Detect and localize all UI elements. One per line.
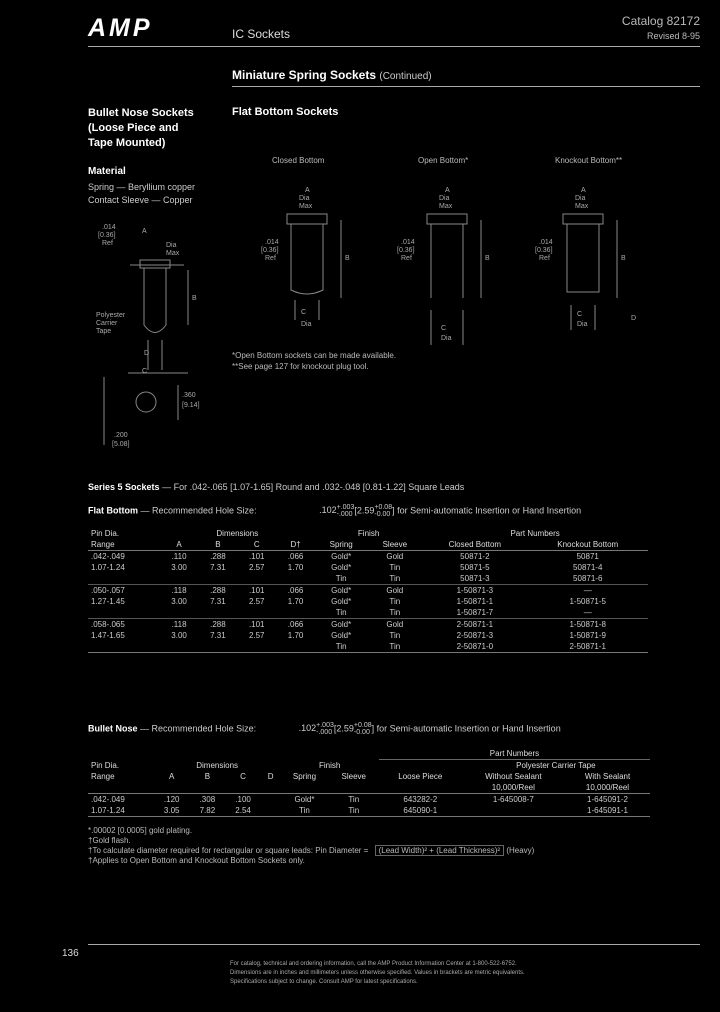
bullet-table <box>88 748 650 817</box>
label-polyester: Polyester <box>96 312 126 319</box>
t2-carrier: Polyester Carrier Tape <box>516 761 596 770</box>
bullet-heading <box>88 106 194 151</box>
dim-b-mm: 7.31 <box>210 563 226 572</box>
spring: Tin <box>335 574 347 583</box>
knock-dim-A: A <box>581 187 586 194</box>
t2-pin: Pin Dia. <box>91 760 120 770</box>
t1-parts: Part Numbers <box>510 529 560 538</box>
range-mm: 1.07-1.24 <box>91 563 125 572</box>
dim-d-mm: 1.70 <box>287 563 304 572</box>
table-row <box>88 794 650 806</box>
knock-pn: 1-50871-9 <box>569 631 606 640</box>
table-row <box>88 607 648 619</box>
bullet-heading-1: Bullet Nose Sockets <box>88 107 194 119</box>
closed-dim-dia: Dia <box>299 195 310 202</box>
catalog-number: Catalog 82172 <box>621 14 700 28</box>
bullet-val: .102 <box>298 723 317 734</box>
open-bottom-label: Open Bottom* <box>418 156 469 165</box>
dim-d: .066 <box>287 620 304 629</box>
range-mm: 1.27-1.45 <box>91 597 125 606</box>
knockout-bottom-label: Knockout Bottom** <box>555 156 623 165</box>
bullet-notes <box>88 826 534 866</box>
dim-036: [0.36] <box>98 232 116 239</box>
table-row <box>88 641 648 653</box>
dim-a-mm: 3.00 <box>171 563 187 572</box>
t1-C: C <box>253 540 260 549</box>
closed-pn: 2-50871-3 <box>456 631 494 640</box>
closed-pn: 50871-5 <box>460 563 490 572</box>
footer-line-3: Specifications subject to change. Consult AMP for latest specifications. <box>230 979 418 985</box>
t1-B: B <box>215 540 221 549</box>
closed-pn: 1-50871-3 <box>456 586 494 595</box>
range: .050-.057 <box>91 586 125 595</box>
t2-A: A <box>169 772 175 781</box>
dim-c-mm: 2.57 <box>248 563 265 572</box>
flat-hole-mm: [2.59 <box>354 505 375 516</box>
table-row <box>88 630 648 641</box>
diameter-formula: (Lead Width)² + (Lead Thickness)² <box>375 845 504 856</box>
closed-pn: 1-50871-1 <box>456 597 494 606</box>
t1-sleeve: Sleeve <box>382 540 408 549</box>
closed-dim-max: Max <box>299 203 313 210</box>
knockout-bottom-drawing <box>535 180 650 350</box>
t2-with-reel: 10,000/Reel <box>585 783 630 792</box>
bullet-mm: [2.59 <box>333 723 354 734</box>
t2-sleeve: Sleeve <box>341 772 366 781</box>
open-dim-dia: Dia <box>439 195 450 202</box>
spring: Gold* <box>331 631 352 640</box>
table-row <box>88 596 648 607</box>
t2-D: D <box>267 772 274 781</box>
knock-dim-ref: Ref <box>539 255 550 262</box>
sleeve: Tin <box>389 642 401 651</box>
page-title <box>232 68 432 82</box>
revised-date: Revised 8-95 <box>646 31 700 41</box>
dim-d: .066 <box>287 586 304 595</box>
knock-dim-C: C <box>577 311 583 318</box>
without-pn: 1-645008-7 <box>492 795 534 804</box>
series-desc: — For .042-.065 [1.07-1.65] Round and .032-.048 [0.81-1.22] Square Leads <box>162 482 465 492</box>
bullet-label: Bullet Nose <box>88 723 138 734</box>
bullet-tail: ] for Semi-automatic Insertion or Hand Insertion <box>371 723 561 734</box>
footer-rule <box>88 944 700 945</box>
title-main: Miniature Spring Sockets <box>232 68 377 82</box>
closed-pn: 1-50871-7 <box>456 608 494 617</box>
dim-a-mm: 3.00 <box>171 631 187 640</box>
t1-dims: Dimensions <box>216 529 259 538</box>
knock-pn: 50871 <box>576 552 599 561</box>
dim-B: B <box>192 295 197 302</box>
t1-knock: Knockout Bottom <box>557 540 619 549</box>
bullet-note-3-text: †To calculate diameter required for rectangular or square leads: Pin Diameter = <box>88 846 369 855</box>
series-heading: Series 5 Sockets <box>88 482 160 492</box>
loose-pn: 643282-2 <box>403 795 438 804</box>
flat-notes <box>232 350 396 372</box>
bullet-tol-dn: -.000 <box>316 729 333 736</box>
open-dim-max: Max <box>439 203 453 210</box>
bullet-text: — Recommended Hole Size: <box>140 723 257 734</box>
open-dim-036: [0.36] <box>397 247 415 254</box>
dim-200: .200 <box>114 432 128 439</box>
dim-508: [5.08] <box>112 441 130 448</box>
open-dim-B: B <box>485 255 490 262</box>
material-spring: Spring — Beryllium copper <box>88 182 196 192</box>
bullet-mm-dn: -0.00 <box>353 729 370 736</box>
dim-360: .360 <box>182 392 196 399</box>
table-row <box>88 805 650 817</box>
knock-dim-B: B <box>621 255 626 262</box>
range-mm: 1.47-1.65 <box>91 631 125 640</box>
material-list <box>88 181 195 207</box>
footer-line-2: Dimensions are in inches and millimeters unless otherwise specified. Values in brackets are metric equivalents. <box>230 970 525 976</box>
dim-b: .288 <box>210 586 226 595</box>
t1-A: A <box>176 540 182 549</box>
flat-heading: Flat Bottom Sockets <box>232 106 339 118</box>
dim-c: .100 <box>235 795 251 804</box>
knock-pn: 1-50871-8 <box>569 620 606 629</box>
knock-dim-dia2: Dia <box>577 321 588 328</box>
dim-max: Max <box>166 250 180 257</box>
dim-b: .288 <box>210 552 226 561</box>
t1-pin: Pin Dia. <box>91 529 120 538</box>
flat-hole-mm-dn: -0.00 <box>374 511 391 518</box>
material-heading: Material <box>88 166 126 177</box>
flat-hole-text: — Recommended Hole Size: <box>140 505 257 516</box>
dim-b: .308 <box>199 795 216 804</box>
title-rule <box>232 86 700 87</box>
spring: Gold* <box>331 563 352 572</box>
dim-a: .118 <box>171 586 187 595</box>
dim-ref: Ref <box>102 240 113 247</box>
dim-a: .118 <box>171 620 187 629</box>
knock-dim-014: .014 <box>539 239 553 246</box>
dim-b-mm: 7.82 <box>199 806 216 815</box>
knock-dim-dia: Dia <box>575 195 586 202</box>
table-row <box>88 585 648 597</box>
dim-a: .110 <box>171 552 187 561</box>
flat-hole-line <box>88 504 581 518</box>
bullet-note-4: †Applies to Open Bottom and Knockout Bottom Sockets only. <box>88 856 305 865</box>
range-mm: 1.07-1.24 <box>91 806 125 815</box>
formula-tail: (Heavy) <box>506 846 535 855</box>
sleeve: Tin <box>389 631 401 640</box>
dim-a-mm: 3.05 <box>163 806 180 815</box>
bullet-note-1: *.00002 [0.0005] gold plating. <box>88 826 193 835</box>
flat-note-1: *Open Bottom sockets can be made available. <box>232 351 397 360</box>
without-pn <box>462 805 565 817</box>
dim-014: .014 <box>102 224 116 231</box>
spring: Tin <box>335 642 347 651</box>
flat-hole-mm-up: +0.08 <box>374 504 393 511</box>
label-tape: Tape <box>96 328 112 335</box>
bullet-tol-up: +.003 <box>316 722 334 729</box>
open-dim-C: C <box>441 325 447 332</box>
bullet-heading-2: (Loose Piece and <box>88 122 179 134</box>
closed-dim-B: B <box>345 255 350 262</box>
dim-a-mm: 3.00 <box>171 597 187 606</box>
title-suffix: (Continued) <box>379 71 432 82</box>
dim-D: D <box>144 350 150 357</box>
flat-hole-tol-dn: -.000 <box>336 511 353 518</box>
closed-dim-C: C <box>301 309 307 316</box>
footer-line-1: For catalog, technical and ordering information, call the AMP Product Information Center at 1-800-522-6752. <box>230 961 517 967</box>
dim-b: .288 <box>210 620 226 629</box>
bullet-note-2: †Gold flash. <box>88 836 131 845</box>
t2-without-reel: 10,000/Reel <box>491 783 535 792</box>
dim-d-mm: 1.70 <box>287 597 304 606</box>
knock-pn: — <box>583 608 592 617</box>
t2-parts: Part Numbers <box>379 748 650 760</box>
spring: Gold* <box>294 795 315 804</box>
t2-C: C <box>240 772 246 781</box>
closed-bottom-label: Closed Bottom <box>272 156 325 165</box>
dim-914: [9.14] <box>182 402 200 409</box>
dim-d: .066 <box>287 552 304 561</box>
dim-b-mm: 7.31 <box>210 597 226 606</box>
spring: Tin <box>299 806 310 815</box>
t2-spring: Spring <box>292 772 317 781</box>
sleeve: Gold <box>386 552 404 561</box>
sleeve: Tin <box>389 597 401 606</box>
sleeve: Gold <box>386 586 404 595</box>
knock-pn: 50871-4 <box>573 563 603 572</box>
table-row <box>88 562 648 573</box>
table-row <box>88 573 648 585</box>
sleeve: Tin <box>348 795 360 804</box>
loose-pn: 645090-1 <box>403 806 438 815</box>
closed-dim-ref: Ref <box>265 255 276 262</box>
flat-note-2: **See page 127 for knockout plug tool. <box>232 362 369 371</box>
closed-pn: 2-50871-1 <box>456 620 494 629</box>
table-row <box>88 551 648 563</box>
closed-pn: 50871-3 <box>460 574 490 583</box>
with-pn: 1-645091-1 <box>587 806 628 815</box>
flat-hole-tol-up: +.003 <box>336 504 355 511</box>
label-carrier: Carrier <box>96 320 118 327</box>
series-line <box>88 482 464 492</box>
spring: Gold* <box>331 597 352 606</box>
range: .058-.065 <box>91 620 125 629</box>
closed-dim-036: [0.36] <box>261 247 279 254</box>
dim-dia: Dia <box>166 242 177 249</box>
knock-pn: — <box>583 586 592 595</box>
t2-with: With Sealant <box>584 772 631 781</box>
dim-c: .101 <box>248 586 265 595</box>
t1-closed: Closed Bottom <box>448 540 502 549</box>
flat-hole-label: Flat Bottom <box>88 505 138 516</box>
knock-pn: 50871-6 <box>573 574 603 583</box>
t2-finish: Finish <box>318 760 341 770</box>
dim-C: C <box>142 368 148 375</box>
page-number: 136 <box>62 948 79 959</box>
t2-range: Range <box>91 772 115 781</box>
dim-a: .120 <box>163 795 180 804</box>
knock-dim-D: D <box>631 315 637 322</box>
open-dim-dia2: Dia <box>441 335 452 342</box>
bullet-note-3 <box>88 846 534 856</box>
t2-loose: Loose Piece <box>398 772 443 781</box>
series5-table <box>88 528 648 653</box>
bullet-heading-3: Tape Mounted) <box>88 137 166 149</box>
closed-pn: 50871-2 <box>460 552 490 561</box>
knock-dim-max: Max <box>575 203 589 210</box>
spring: Gold* <box>331 552 352 561</box>
closed-dim-dia2: Dia <box>301 321 312 328</box>
sleeve: Tin <box>348 806 360 815</box>
t1-range: Range <box>91 540 115 549</box>
closed-bottom-drawing <box>255 180 365 350</box>
bullet-mm-up: +0.08 <box>353 722 372 729</box>
t2-B: B <box>204 772 211 781</box>
sleeve: Tin <box>389 608 401 617</box>
open-dim-014: .014 <box>401 239 415 246</box>
table-row <box>88 619 648 631</box>
header-section: IC Sockets <box>232 27 291 41</box>
dim-c-mm: 2.57 <box>248 597 265 606</box>
flat-hole-tail: ] for Semi-automatic Insertion or Hand Insertion <box>392 505 582 516</box>
dim-c: .101 <box>248 620 265 629</box>
range: .042-.049 <box>91 795 125 804</box>
open-dim-ref: Ref <box>401 255 412 262</box>
bullet-hole-line <box>88 722 561 736</box>
t2-dims: Dimensions <box>196 760 239 770</box>
material-sleeve: Contact Sleeve — Copper <box>88 195 193 205</box>
dim-c-mm: 2.57 <box>248 631 265 640</box>
closed-pn: 2-50871-0 <box>456 642 494 651</box>
t1-D: D† <box>290 540 301 549</box>
dim-c: .101 <box>248 552 265 561</box>
with-pn: 1-645091-2 <box>587 795 628 804</box>
dim-A: A <box>142 228 147 235</box>
range: .042-.049 <box>91 552 125 561</box>
closed-dim-014: .014 <box>265 239 279 246</box>
footer-text <box>230 960 525 987</box>
catalog-info <box>622 14 700 44</box>
spring: Gold* <box>331 620 352 629</box>
closed-dim-A: A <box>305 187 310 194</box>
t1-finish: Finish <box>357 529 380 538</box>
amp-logo: AMP <box>88 14 153 42</box>
t1-spring: Spring <box>329 540 353 549</box>
knock-pn: 2-50871-1 <box>569 642 606 651</box>
header-rule <box>88 46 700 47</box>
flat-hole-val: .102 <box>319 505 337 516</box>
t2-without: Without Sealant <box>485 772 542 781</box>
dim-b-mm: 7.31 <box>210 631 226 640</box>
dim-c-mm: 2.54 <box>235 806 251 815</box>
spring: Gold* <box>331 586 352 595</box>
knock-pn: 1-50871-5 <box>569 597 606 606</box>
sleeve: Tin <box>389 563 401 572</box>
spring: Tin <box>335 608 347 617</box>
sleeve: Tin <box>389 574 401 583</box>
dim-d-mm: 1.70 <box>287 631 304 640</box>
open-bottom-drawing <box>395 180 505 350</box>
open-dim-A: A <box>445 187 450 194</box>
sleeve: Gold <box>386 620 404 629</box>
knock-dim-036: [0.36] <box>535 247 553 254</box>
bullet-nose-drawing <box>88 215 218 455</box>
